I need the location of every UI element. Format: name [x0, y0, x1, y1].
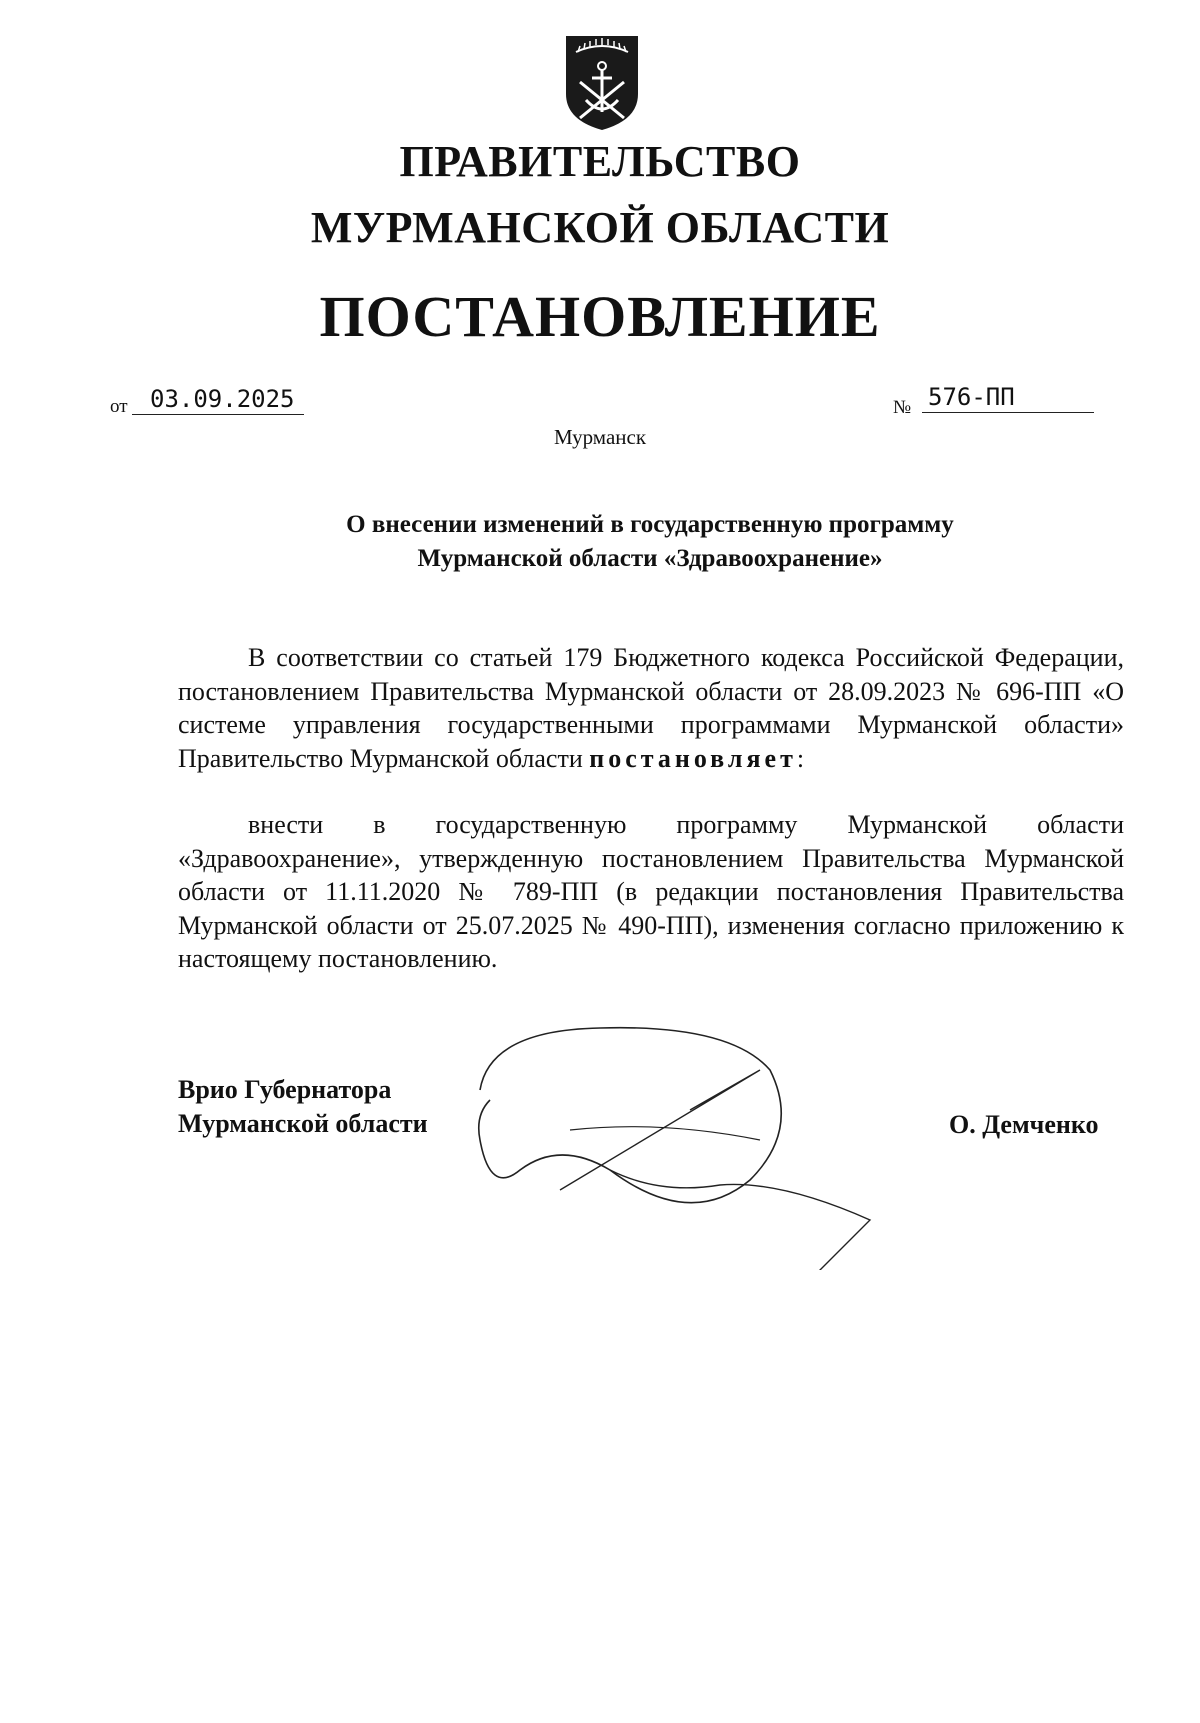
document-city: Мурманск — [553, 425, 647, 449]
signatory-title-line2: Мурманской области — [178, 1109, 428, 1138]
paragraph-1-colon: : — [796, 743, 805, 773]
number-sign: № — [893, 397, 912, 418]
signatory-title — [178, 1073, 428, 1141]
date-prefix: от — [110, 396, 128, 417]
body-paragraph-1 — [178, 641, 1124, 775]
coat-of-arms-icon — [562, 32, 642, 132]
resolution-keyword: постановляет — [589, 743, 797, 773]
document-date: 03.09.2025 — [132, 384, 304, 415]
document-subject — [180, 508, 1120, 576]
document-type-title: ПОСТАНОВЛЕНИЕ — [319, 284, 881, 349]
body-paragraph-2: внести в государственную программу Мурманской области «Здравоохранение», утвержденную постановлением Правительства Мурманской области от 11.11.2020 № 789-ПП (в редакции постановления Правительства Мурманской области от 25.07.2025 № 490-ПП), изменения согласно приложению к настоящему постановлению. — [178, 810, 1124, 973]
organization-name-line1: ПРАВИТЕЛЬСТВО — [399, 137, 801, 186]
signatory-title-line1: Врио Губернатора — [178, 1075, 392, 1104]
document-number: 576-ПП — [922, 382, 1094, 413]
paragraph-1-text: В соответствии со статьей 179 Бюджетного кодекса Российской Федерации, постановлением Правительства Мурманской области от 28.09.2023 № 696-ПП «О системе управления государственными программами Мурманской области» Правительство Мурманской области — [178, 643, 1124, 773]
organization-name-line2: МУРМАНСКОЙ ОБЛАСТИ — [310, 203, 890, 252]
signatory-name: О. Демченко — [949, 1110, 1099, 1139]
subject-line1: О внесении изменений в государственную программу — [346, 511, 954, 538]
subject-line2: Мурманской области «Здравоохранение» — [417, 545, 883, 572]
handwritten-signature-icon — [460, 1020, 940, 1270]
